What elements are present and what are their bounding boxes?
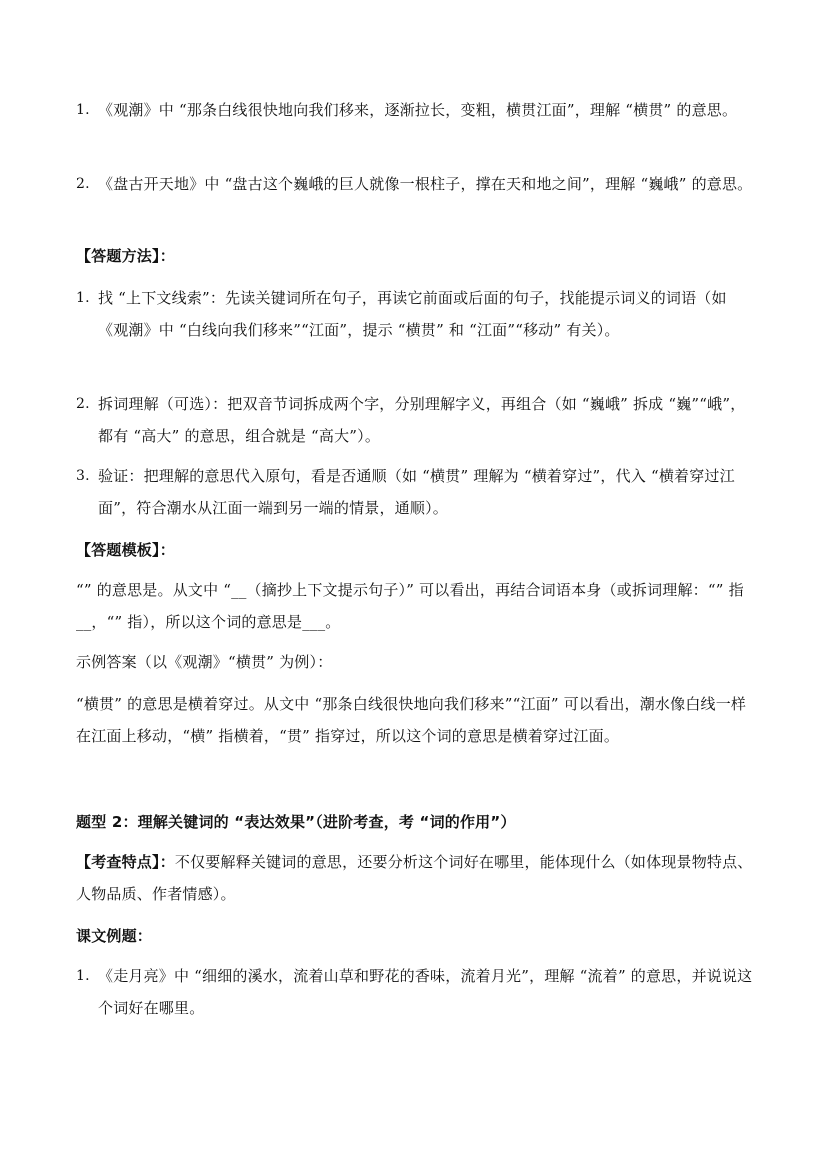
feature-text: 不仅要解释关键词的意思，还要分析这个词好在哪里，能体现什么（如体现景物特点、人物品质、作者情感）。 (76, 853, 753, 903)
method-step-text: 拆词理解（可选）：把双音节词拆成两个字，分别理解字义，再组合（如 “巍峨” 拆成 “巍”“峨”，都有 “高大” 的意思，组合就是 “高大”）。 (98, 395, 746, 445)
sample-answer: “横贯” 的意思是横着穿过。从文中 “那条白线很快地向我们移来”“江面” 可以看出，潮水像白线一样在江面上移动，“横” 指横着，“贯” 指穿过，所以这个词的意思是横着穿过江面。 (76, 695, 747, 745)
method-step-text: 找 “上下文线索”：先读关键词所在句子，再读它前面或后面的句子，找能提示词义的词语（如《观潮》中 “白线向我们移来”“江面”，提示 “横贯” 和 “江面”“移动” 有关）。 (98, 289, 727, 339)
example-question-text: 《观潮》中 “那条白线很快地向我们移来，逐渐拉长，变粗，横贯江面”，理解 “横贯” 的意思。 (98, 101, 738, 119)
type2-heading: 题型 2：理解关键词的 “表达效果”（进阶考查，考 “词的作用”） (76, 813, 516, 831)
lesson-heading: 课文例题： (76, 927, 153, 945)
method-heading: 【答题方法】： (76, 247, 175, 265)
sample-intro: 示例答案（以《观潮》“横贯” 为例）： (76, 653, 333, 671)
method-step-3 (76, 460, 756, 524)
example-question-1 (76, 94, 756, 126)
template-text: “” 的意思是。从文中 “__（摘抄上下文提示句子）” 可以看出，再结合词语本身（或拆词理解：“” 指__，“” 指），所以这个词的意思是___。 (76, 581, 744, 631)
list-number: 3. (76, 468, 90, 484)
lesson-question-text: 《走月亮》中 “细细的溪水，流着山草和野花的香味，流着月光”，理解 “流着” 的意思，并说说这个词好在哪里。 (98, 967, 753, 1017)
method-step-text: 验证：把理解的意思代入原句，看是否通顺（如 “横贯” 理解为 “横着穿过”，代入 “横着穿过江面”，符合潮水从江面一端到另一端的情景，通顺）。 (98, 467, 735, 517)
example-question-text: 《盘古开天地》中 “盘古这个巍峨的巨人就像一根柱子，撑在天和地之间”，理解 “巍峨” 的意思。 (98, 175, 753, 193)
list-number: 2. (76, 176, 90, 192)
list-number: 2. (76, 396, 90, 412)
method-step-1 (76, 282, 756, 346)
lesson-question-1 (76, 960, 756, 1024)
template-heading: 【答题模板】： (76, 541, 175, 559)
feature-label: 【考查特点】： (76, 853, 175, 871)
feature-paragraph (76, 846, 756, 910)
method-step-2 (76, 388, 756, 452)
example-question-2 (76, 168, 756, 200)
list-number: 1. (76, 968, 90, 984)
list-number: 1. (76, 102, 90, 118)
list-number: 1. (76, 290, 90, 306)
